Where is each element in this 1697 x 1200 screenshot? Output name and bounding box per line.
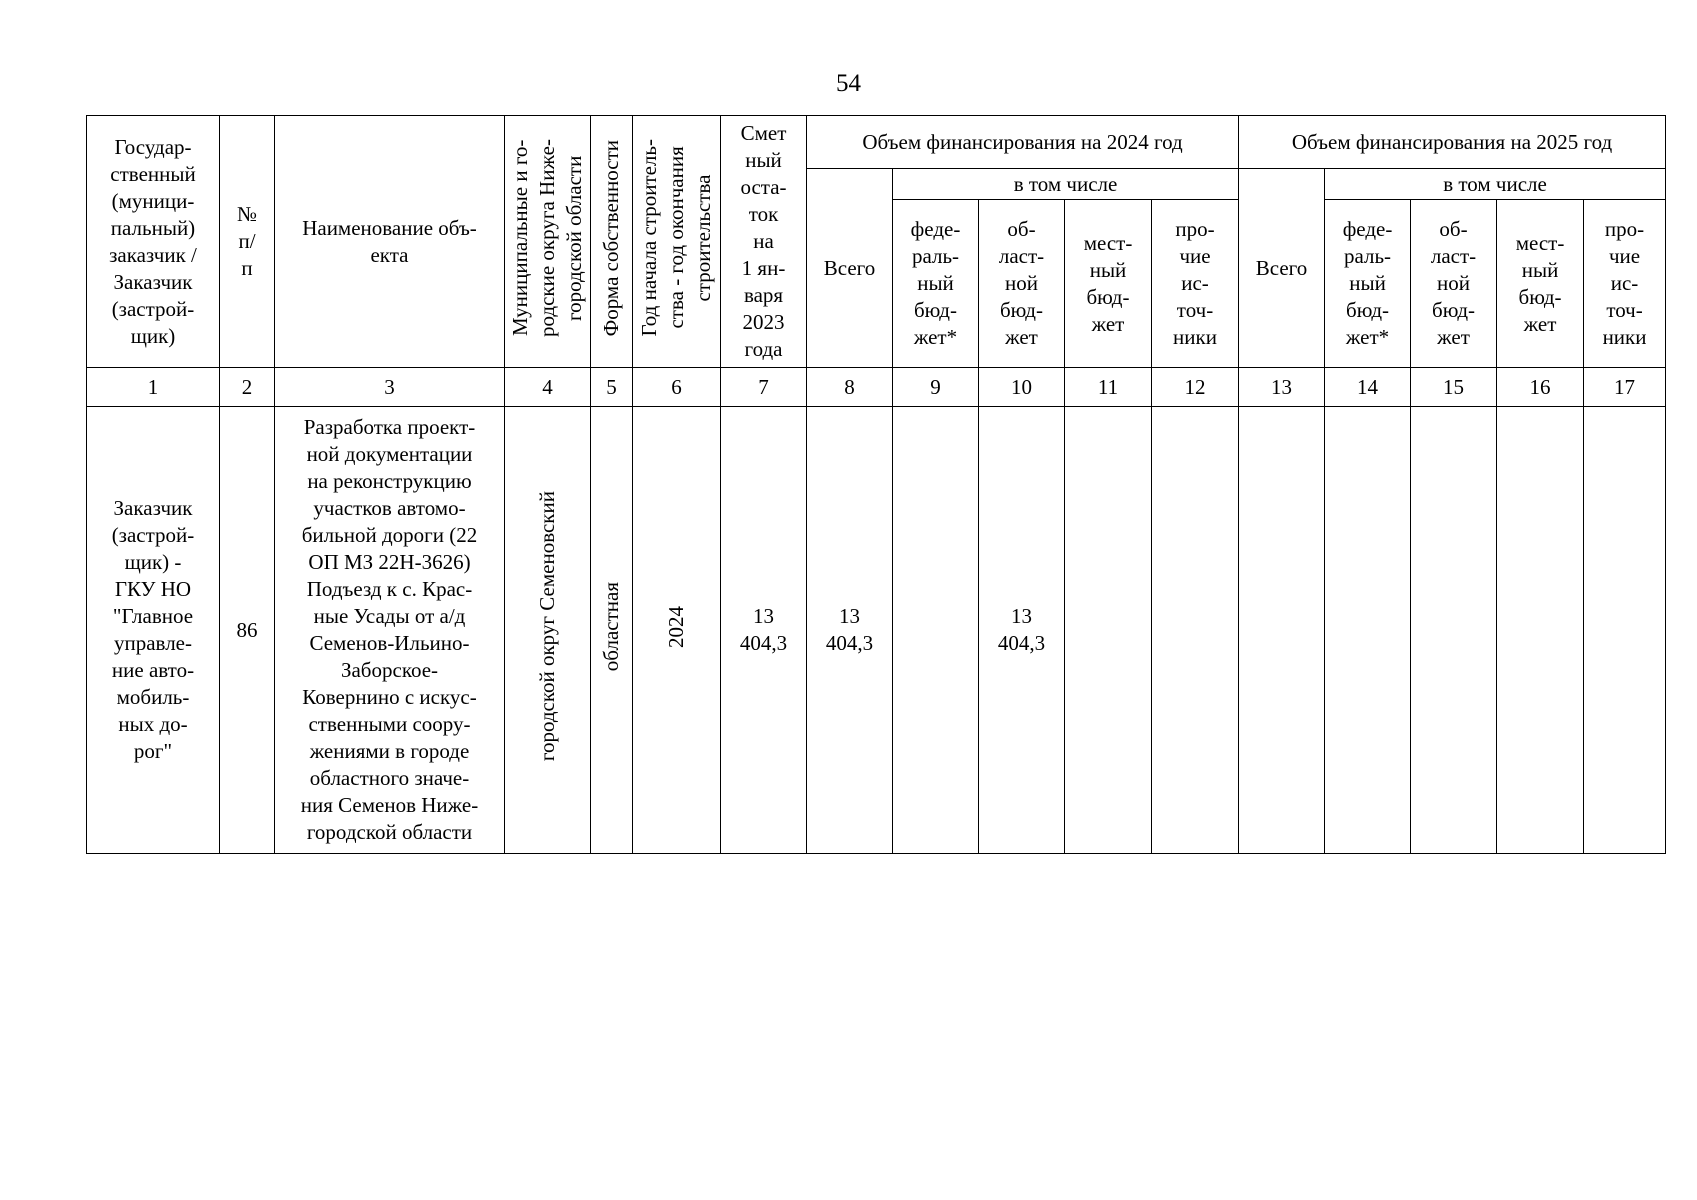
column-number: 16 bbox=[1497, 368, 1584, 407]
row-federal-2024 bbox=[893, 407, 979, 854]
row-local-2024 bbox=[1065, 407, 1152, 854]
table-row bbox=[87, 407, 1666, 854]
column-number: 2 bbox=[220, 368, 275, 407]
row-local-2025 bbox=[1497, 407, 1584, 854]
row-municipal: городской округ Семеновский bbox=[535, 491, 559, 762]
row-municipal-cell bbox=[505, 407, 591, 854]
header-federal-2024: феде- раль- ный бюд- жет* bbox=[893, 200, 979, 368]
header-num: № п/ п bbox=[220, 116, 275, 368]
row-regional-2025 bbox=[1411, 407, 1497, 854]
header-including-2024: в том числе bbox=[893, 169, 1239, 200]
column-number: 1 bbox=[87, 368, 220, 407]
header-fin-2025: Объем финансирования на 2025 год bbox=[1239, 116, 1666, 169]
header-municipal-cell bbox=[505, 116, 591, 368]
header-municipal: Муниципальные и го- родские округа Ниже- городской области bbox=[508, 139, 586, 337]
header-customer: Государ- ственный (муници- пальный) заказчик / Заказчик (застрой- щик) bbox=[87, 116, 220, 368]
header-local-2024: мест- ный бюд- жет bbox=[1065, 200, 1152, 368]
column-number: 5 bbox=[591, 368, 633, 407]
header-object-name: Наименование объ- екта bbox=[275, 116, 505, 368]
column-number: 7 bbox=[721, 368, 807, 407]
header-estimate: Смет ный оста- ток на 1 ян- варя 2023 года bbox=[721, 116, 807, 368]
column-number: 11 bbox=[1065, 368, 1152, 407]
column-number: 8 bbox=[807, 368, 893, 407]
column-number-row bbox=[87, 368, 1666, 407]
header-total-2024: Всего bbox=[807, 169, 893, 368]
column-number: 17 bbox=[1584, 368, 1666, 407]
row-total-2024: 13 404,3 bbox=[807, 407, 893, 854]
column-number: 10 bbox=[979, 368, 1065, 407]
header-regional-2025: об- ласт- ной бюд- жет bbox=[1411, 200, 1497, 368]
header-regional-2024: об- ласт- ной бюд- жет bbox=[979, 200, 1065, 368]
row-ownership: областная bbox=[599, 581, 623, 672]
header-including-2025: в том числе bbox=[1325, 169, 1666, 200]
row-total-2025 bbox=[1239, 407, 1325, 854]
row-years: 2024 bbox=[664, 605, 688, 648]
column-number: 9 bbox=[893, 368, 979, 407]
row-customer: Заказчик (застрой- щик) - ГКУ НО "Главное управле- ние авто- мобиль- ных до- рог" bbox=[87, 407, 220, 854]
row-object-name: Разработка проект- ной документации на реконструкцию участков автомо- бильной дороги (22 ОП МЗ 22Н-3626) Подъезд к с. Крас- ные Усады от а/д Семенов-Ильино- Заборское- Ковернино с искус- ственными соору- жениями в городе областного значе- ния Семенов Ниже- городской области bbox=[275, 407, 505, 854]
header-fin-2024: Объем финансирования на 2024 год bbox=[807, 116, 1239, 169]
header-ownership: Форма собственности bbox=[599, 139, 623, 337]
header-local-2025: мест- ный бюд- жет bbox=[1497, 200, 1584, 368]
header-ownership-cell bbox=[591, 116, 633, 368]
header-total-2025: Всего bbox=[1239, 169, 1325, 368]
row-years-cell bbox=[633, 407, 721, 854]
column-number: 15 bbox=[1411, 368, 1497, 407]
row-federal-2025 bbox=[1325, 407, 1411, 854]
column-number: 3 bbox=[275, 368, 505, 407]
page-number: 54 bbox=[836, 70, 861, 97]
row-num: 86 bbox=[220, 407, 275, 854]
column-number: 4 bbox=[505, 368, 591, 407]
row-regional-2024: 13 404,3 bbox=[979, 407, 1065, 854]
header-other-2024: про- чие ис- точ- ники bbox=[1152, 200, 1239, 368]
row-ownership-cell bbox=[591, 407, 633, 854]
financing-table bbox=[86, 115, 1666, 854]
row-other-2024 bbox=[1152, 407, 1239, 854]
column-number: 13 bbox=[1239, 368, 1325, 407]
header-federal-2025: феде- раль- ный бюд- жет* bbox=[1325, 200, 1411, 368]
header-years: Год начала строитель- ства - год окончания строительства bbox=[637, 139, 715, 337]
header-years-cell bbox=[633, 116, 721, 368]
row-other-2025 bbox=[1584, 407, 1666, 854]
header-other-2025: про- чие ис- точ- ники bbox=[1584, 200, 1666, 368]
column-number: 6 bbox=[633, 368, 721, 407]
row-estimate: 13 404,3 bbox=[721, 407, 807, 854]
header-row-top bbox=[87, 116, 1666, 169]
column-number: 14 bbox=[1325, 368, 1411, 407]
column-number: 12 bbox=[1152, 368, 1239, 407]
